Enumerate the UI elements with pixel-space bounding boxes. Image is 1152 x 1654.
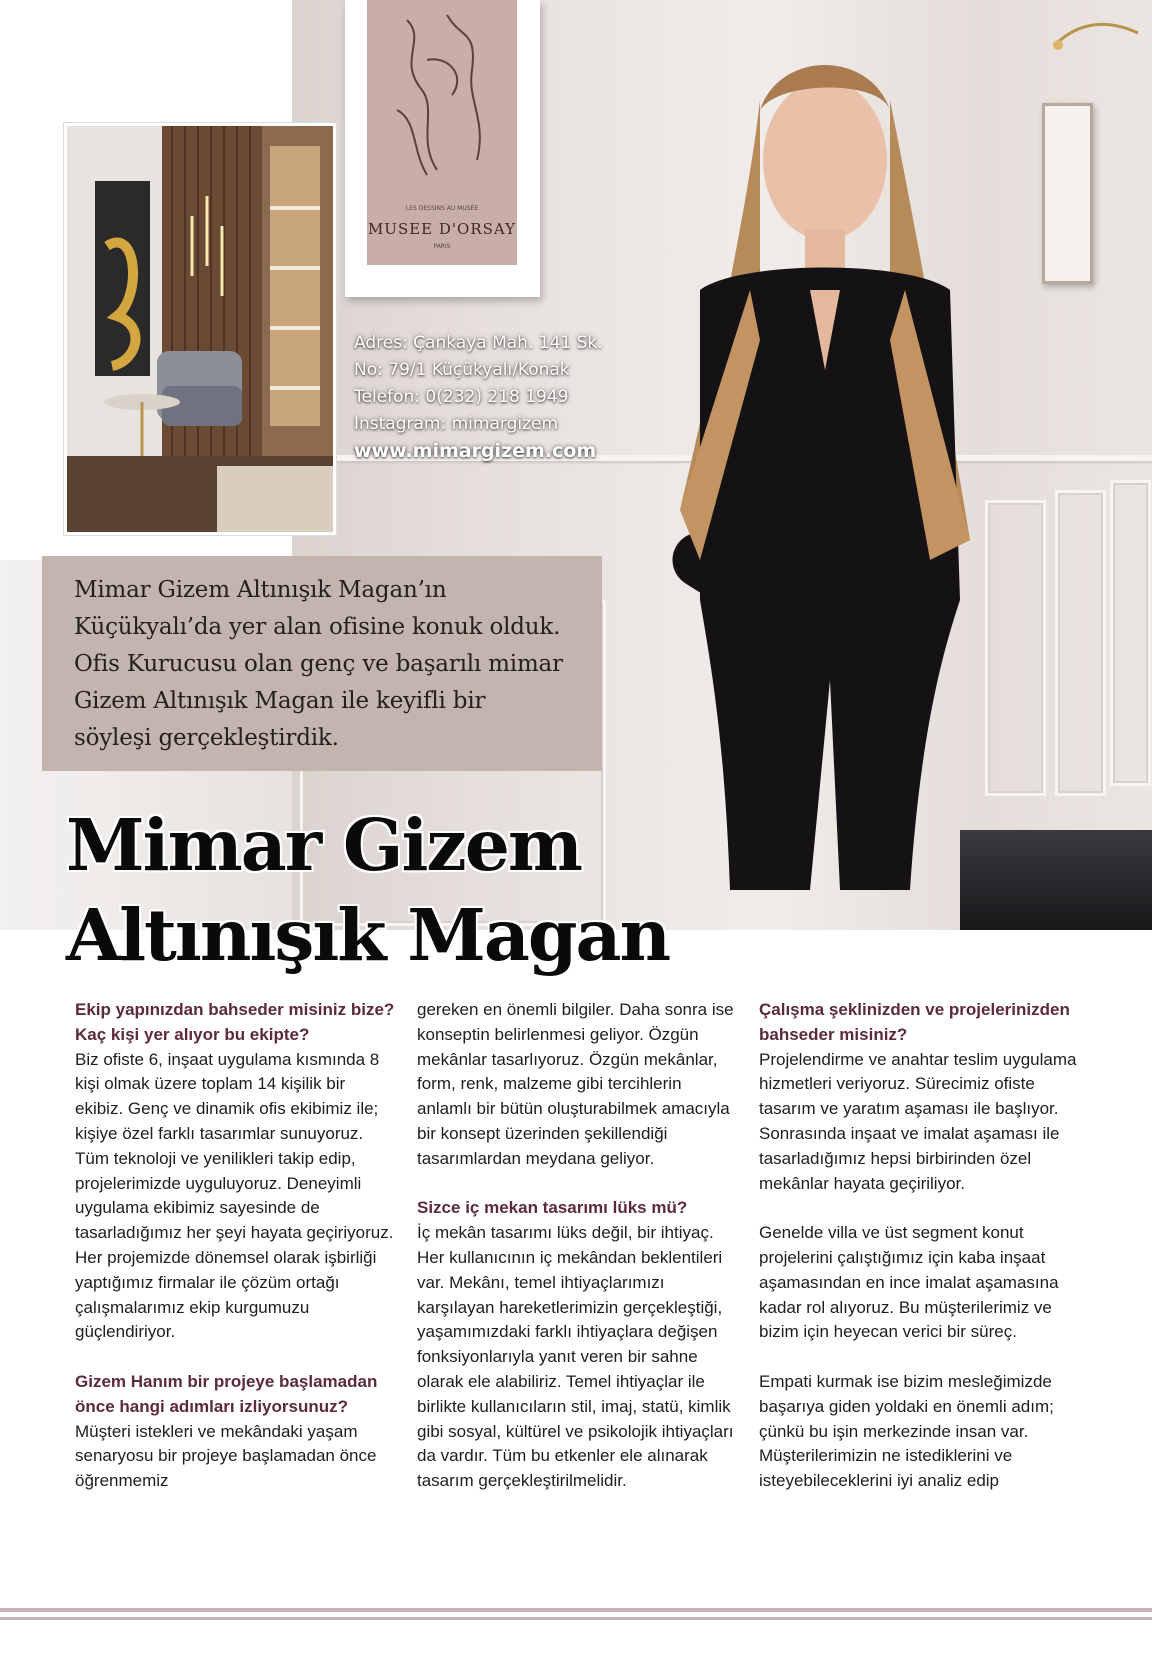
interior-photo: [64, 123, 336, 535]
interview-question: Gizem Hanım bir projeye başlamadan önce hangi adımları izliyorsunuz?: [75, 1371, 378, 1416]
title-line-2: Altınışık Magan: [66, 893, 670, 977]
poster-artwork: [367, 0, 517, 265]
poster-small-text: LES DESSINS AU MUSÉE: [405, 205, 479, 212]
phone-number: Telefon: 0(232) 218 1949: [354, 387, 569, 407]
interview-answer: İç mekân tasarımı lüks değil, bir ihtiyaç. Her kullanıcının iç mekândan beklentileri var. Mekânı, temel ihtiyaçlarımızı karşılayan hareketlerimizin gerçekleştiği, yaşamımızdaki farklı ihtiyaçlara değişen fonksiyonlarıyla yanıt veren bir sahne olarak ele alabiliriz. Temel ihtiyaçlar ile birlikte kullanıcıların stil, imaj, statü, kimlik gibi sosyal, kültürel ve psikolojik ihtiyaçları da vardır. Tüm bu etkenler ele alınarak tasarım gerçekleştirilmelidir.: [417, 1223, 734, 1491]
interior-illustration: [67, 126, 333, 532]
wainscot-panel: [1110, 480, 1151, 786]
article-column-3: [759, 998, 1089, 1519]
interview-answer: Müşteri istekleri ve mekândaki yaşam senaryosu bir projeye başlamadan önce öğrenmemiz: [75, 1421, 377, 1491]
portrait-illustration: [640, 40, 1000, 930]
footer-rule: [0, 1617, 1152, 1620]
wall-sconce-icon: [1050, 15, 1140, 55]
intro-line: Mimar Gizem Altınışık Magan’ın: [74, 577, 447, 603]
interview-paragraph: Genelde villa ve üst segment konut projelerini çalıştığımız için kaba inşaat aşamasından en ince imalat aşamasına kadar rol alıyoruz. Bu müşterilerimiz ve bizim için heyecan verici bir süreç.: [759, 1223, 1059, 1342]
article-column-1: [75, 998, 395, 1519]
interview-question: Sizce iç mekan tasarımı lüks mü?: [417, 1198, 688, 1218]
wall-frame: [1042, 103, 1093, 284]
instagram-handle: Instagram: mimargizem: [354, 414, 559, 434]
intro-text: [74, 572, 594, 757]
address-line-2: No: 79/1 Küçükyalı/Konak: [354, 360, 570, 380]
poster-title: MUSEE D'ORSAY: [367, 220, 517, 238]
address-line-1: Adres: Çankaya Mah. 141 Sk.: [354, 333, 603, 353]
interview-answer: Biz ofiste 6, inşaat uygulama kısmında 8 kişi olmak üzere toplam 14 kişilik bir ekibiz. Genç ve dinamik ofis ekibimiz ile; kişiye özel farklı tasarımlar sunuyoruz. Tüm teknoloji ve yenilikleri takip edip, projelerimizde uyguluyoruz. Deneyimli uygulama ekibimiz sayesinde de tasarladığımız her şeyi hayata geçiriyoruz. Her projemizde dönemsel olarak işbirliği yaptığımız firmalar ile çözüm ortağı çalışmalarımız ekip kurgumuzu güçlendiriyor.: [75, 1049, 394, 1342]
intro-line: Ofis Kurucusu olan genç ve başarılı mimar: [74, 651, 563, 677]
poster-city: PARIS: [433, 243, 451, 250]
website-link[interactable]: www.mimargizem.com: [354, 440, 597, 462]
poster-drawing: [367, 0, 517, 200]
interview-question: Ekip yapınızdan bahseder misiniz bize? Kaç kişi yer alıyor bu ekipte?: [75, 1000, 395, 1044]
intro-line: söyleşi gerçekleştirdik.: [74, 725, 339, 751]
intro-line: Gizem Altınışık Magan ile keyifli bir: [74, 688, 486, 714]
interview-answer: Projelendirme ve anahtar teslim uygulama hizmetleri veriyoruz. Sürecimiz ofiste tasarım ve yaratım aşaması ile başlıyor. Sonrasında inşaat ve imalat aşaması ile tasarladığımız hepsi birbirinden özel mekânlar hayata geçiriliyor.: [759, 1049, 1077, 1193]
interview-question: Çalışma şeklinizden ve projelerinizden bahseder misiniz?: [759, 1000, 1070, 1044]
footer-rule: [0, 1608, 1152, 1612]
article-title: [66, 800, 766, 980]
wainscot-panel: [1055, 490, 1106, 796]
contact-info: [354, 330, 603, 465]
interview-answer: gereken en önemli bilgiler. Daha sonra ise konseptin belirlenmesi geliyor. Özgün mekânlar tasarlıyoruz. Özgün mekânlar, form, renk, malzeme gibi tercihlerin anlamlı bir bütün oluşturabilmek amacıyla bir konsept üzerinden şekillendiği tasarımlardan meydana geliyor.: [417, 1000, 734, 1168]
interview-paragraph: Empati kurmak ise bizim mesleğimizde başarıya giden yoldaki en önemli adım; çünkü bu işin merkezinde insan var. Müşterilerimizin ne istediklerini ve isteyebileceklerini iyi analiz edip: [759, 1371, 1054, 1491]
poster-frame: [345, 0, 540, 297]
title-line-1: Mimar Gizem: [66, 803, 582, 887]
article-column-2: [417, 998, 737, 1519]
intro-line: Küçükyalı’da yer alan ofisine konuk olduk.: [74, 614, 561, 640]
